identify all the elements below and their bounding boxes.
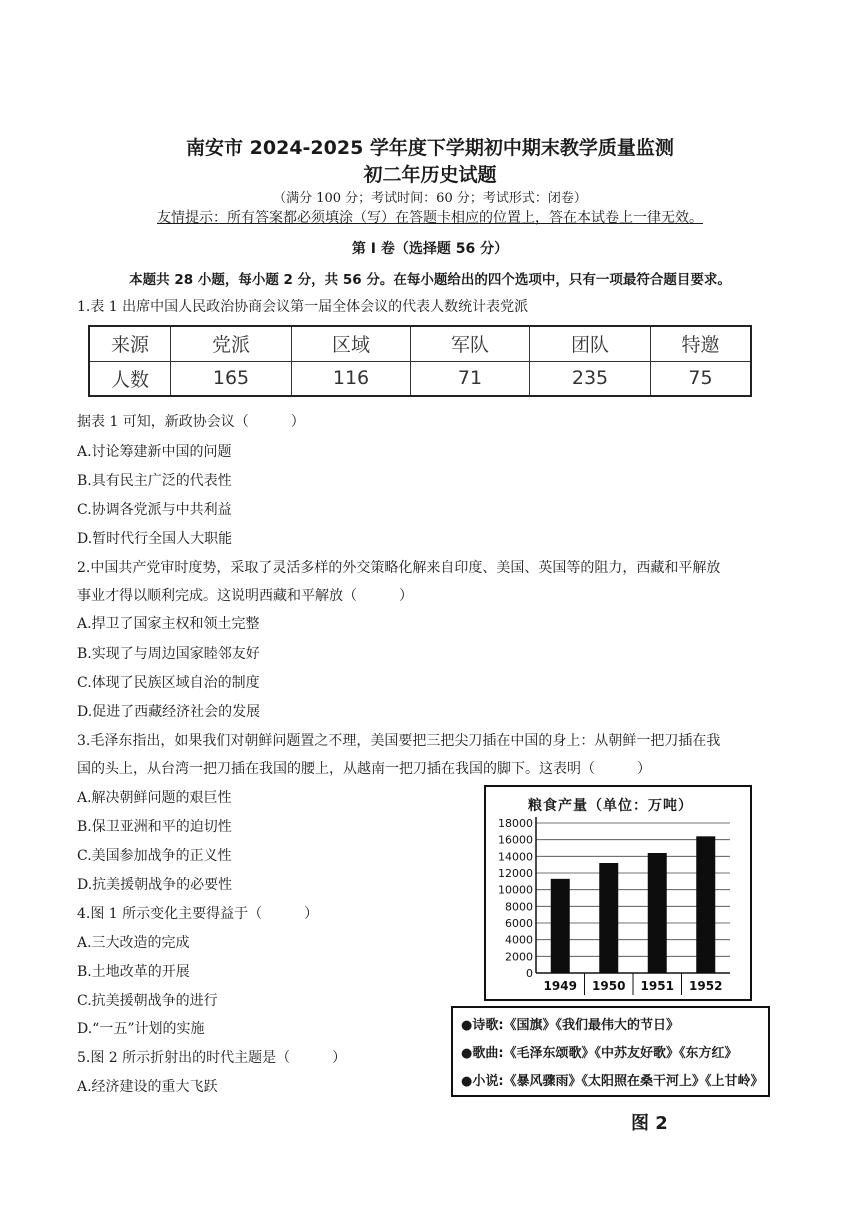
q5-option-a: A.经济建设的重大飞跃 [77,1079,218,1095]
q3-stem-line2: 国的头上，从台湾一把刀插在我国的腰上，从越南一把刀插在我国的脚下。这表明（ ） [77,761,651,777]
table-cell: 团队 [530,326,651,361]
y-tick-label: 6000 [505,917,533,930]
figure2-novels-line: ●小说:《暴风骤雨》《太阳照在桑干河上》《上甘岭》 [461,1074,764,1089]
q3-option-b: B.保卫亚洲和平的迫切性 [77,819,232,835]
table-cell: 人数 [89,361,171,396]
bar-1952 [696,836,715,973]
chart-title: 粮食产量（单位：万吨） [528,798,693,814]
y-tick-label: 18000 [498,817,533,830]
exam-subtitle: 初二年历史试题 [363,164,497,186]
y-tick-label: 14000 [498,850,533,864]
q1-option-a: A.讨论筹建新中国的问题 [77,444,232,460]
figure2-box [451,1006,770,1097]
q2-option-a: A.捍卫了国家主权和领土完整 [77,616,260,632]
q1-option-d: D.暂时代行全国人大职能 [77,531,233,547]
friendly-tip: 友情提示：所有答案都必须填涂（写）在答题卡相应的位置上，答在本试卷上一律无效。 [157,210,703,226]
q3-stem-line1: 3.毛泽东指出，如果我们对朝鲜问题置之不理，美国要把三把尖刀插在中国的身上：从朝鲜一把刀插在我 [77,733,721,749]
exam-title: 南安市 2024-2025 学年度下学期初中期末教学质量监测 [186,137,674,159]
x-tick-label: 1952 [689,979,723,993]
table-header-row [89,326,751,361]
figure2-songs-line: ●歌曲:《毛泽东颂歌》《中苏友好歌》《东方红》 [461,1046,738,1061]
q2-stem-line1: 2.中国共产党审时度势，采取了灵活多样的外交策略化解来自印度、美国、英国等的阻力，西藏和平解放 [77,560,721,576]
x-tick-label: 1949 [543,979,577,993]
y-tick-label: 8000 [505,900,533,914]
q4-option-b: B.土地改革的开展 [77,964,190,980]
q1-option-c: C.协调各党派与中共利益 [77,502,232,518]
table-cell: 75 [651,361,752,396]
q2-option-b: B.实现了与周边国家睦邻友好 [77,646,260,662]
q4-option-c: C.抗美援朝战争的进行 [77,993,218,1009]
table-cell: 116 [292,361,411,396]
section-instruction: 本题共 28 小题，每小题 2 分，共 56 分。在每小题给出的四个选项中，只有一项最符合题目要求。 [129,272,731,288]
table-cell: 来源 [89,326,171,361]
y-tick-label: 4000 [505,933,533,947]
x-tick-label: 1951 [640,979,674,993]
q3-option-d: D.抗美援朝战争的必要性 [77,877,233,893]
y-tick-label: 16000 [498,833,533,847]
q2-option-c: C.体现了民族区域自治的制度 [77,675,260,691]
q4-option-d: D.“一五”计划的实施 [77,1021,205,1037]
q3-option-a: A.解决朝鲜问题的艰巨性 [77,790,232,806]
section-heading: 第 I 卷（选择题 56 分） [351,241,509,257]
delegate-table [88,325,752,397]
q4-stem: 4.图 1 所示变化主要得益于（ ） [77,906,319,922]
table-cell: 区域 [292,326,411,361]
figure2-poetry-line: ●诗歌:《国旗》《我们最伟大的节日》 [461,1018,680,1033]
bar-1951 [648,853,667,973]
chart-plot [486,787,750,999]
exam-info: （满分 100 分；考试时间：60 分；考试形式：闭卷） [273,191,587,206]
q2-option-d: D.促进了西藏经济社会的发展 [77,704,261,720]
table-row [89,361,751,396]
q1-prompt: 据表 1 可知，新政协会议（ ） [77,414,305,430]
table-cell: 71 [411,361,530,396]
bar-1949 [551,879,570,973]
figure2-caption: 图 2 [631,1113,668,1134]
table-cell: 特邀 [651,326,752,361]
grain-chart [484,785,752,1001]
y-tick-label: 12000 [498,867,533,880]
q1-option-b: B.具有民主广泛的代表性 [77,473,232,489]
table-cell: 军队 [411,326,530,361]
q4-option-a: A.三大改造的完成 [77,935,190,951]
table-cell: 165 [171,361,292,396]
y-tick-label: 10000 [498,883,533,897]
x-tick-label: 1950 [592,979,626,993]
q5-stem: 5.图 2 所示折射出的时代主题是（ ） [77,1050,347,1066]
bar-1950 [599,863,618,973]
y-tick-label: 2000 [505,950,533,964]
table-cell: 235 [530,361,651,396]
q1-stem: 1.表 1 出席中国人民政治协商会议第一届全体会议的代表人数统计表党派 [77,299,529,315]
table-cell: 党派 [171,326,292,361]
q2-stem-line2: 事业才得以顺利完成。这说明西藏和平解放（ ） [77,588,413,604]
q3-option-c: C.美国参加战争的正义性 [77,848,232,864]
y-tick-label: 0 [526,967,533,980]
